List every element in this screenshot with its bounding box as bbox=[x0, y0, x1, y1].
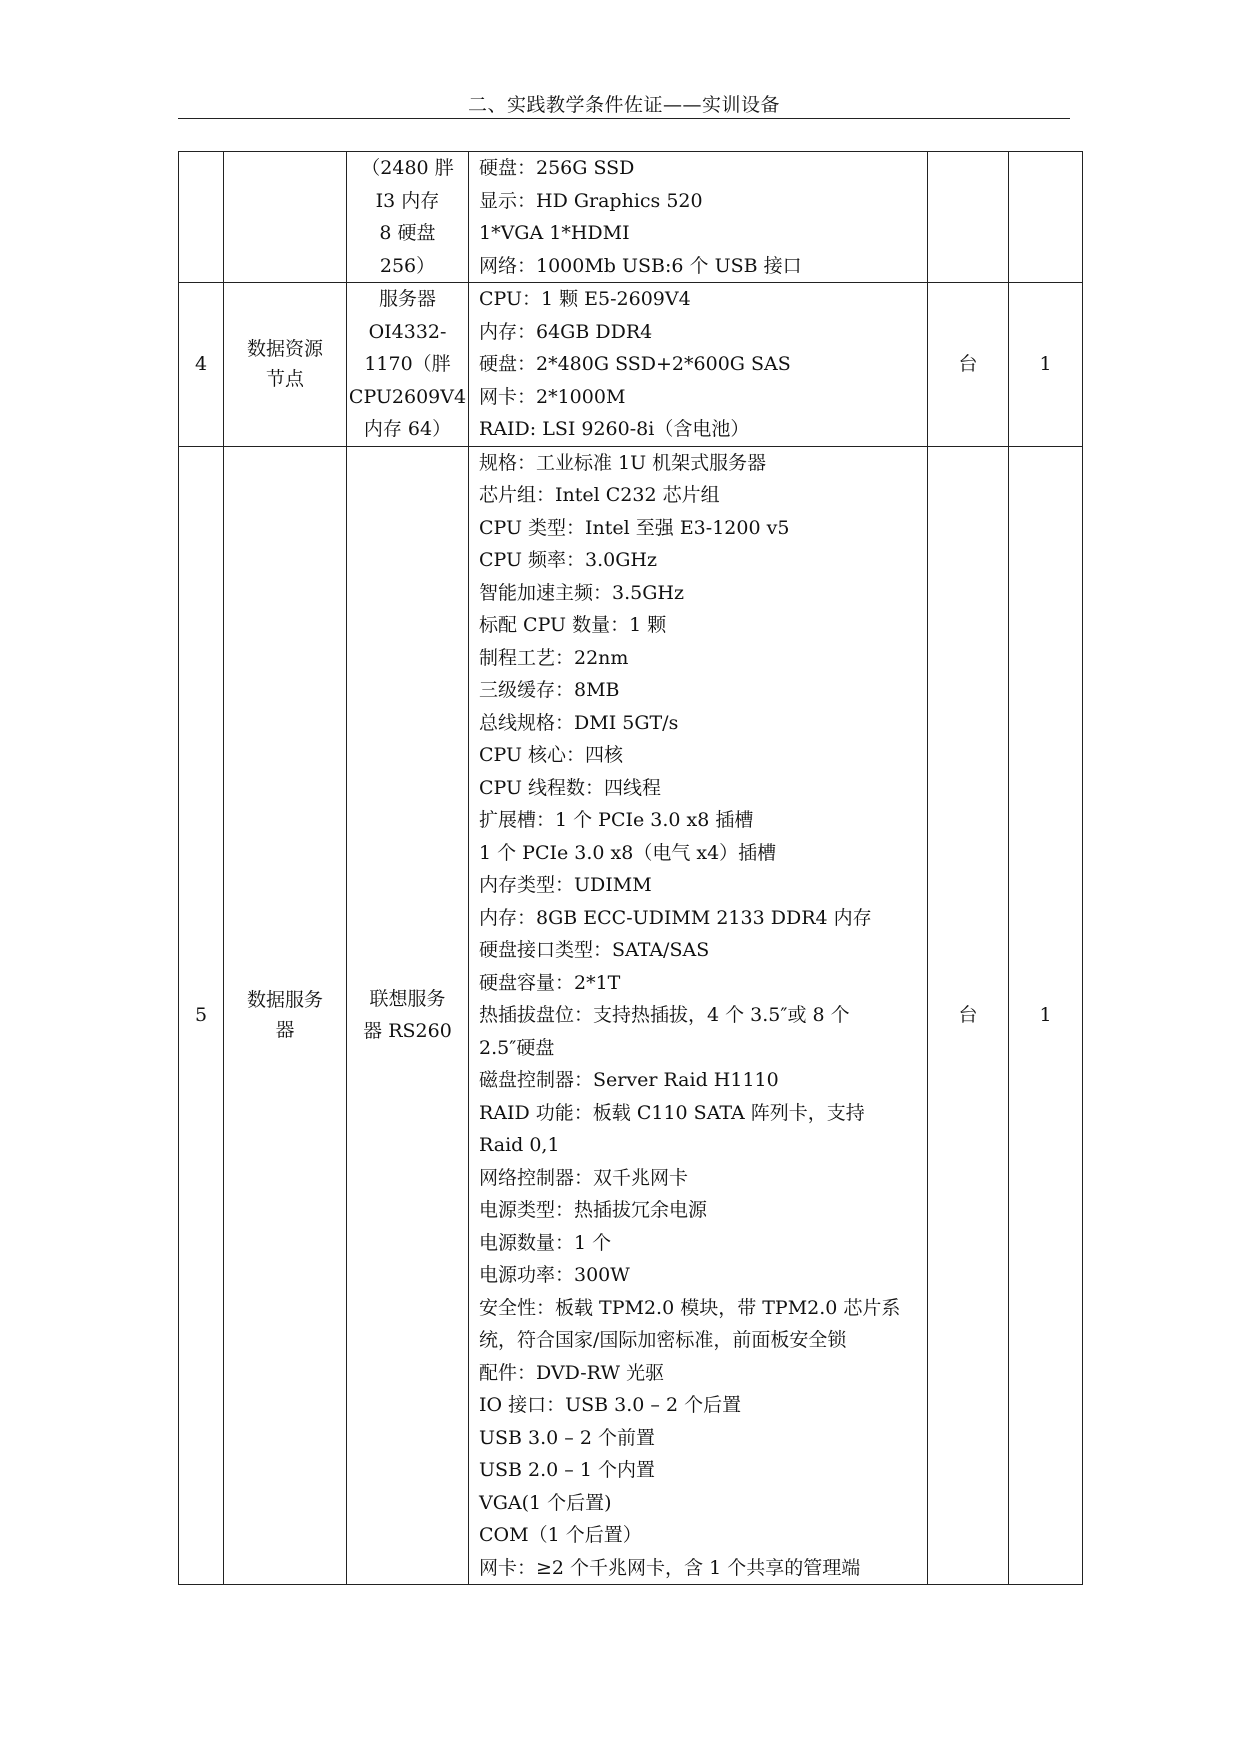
spec-line: 显示：HD Graphics 520 bbox=[479, 189, 703, 212]
equipment-name-text: 数据资源节点 bbox=[246, 337, 323, 390]
spec-line: 统，符合国家/国际加密标准，前面板安全锁 bbox=[479, 1329, 847, 1351]
spec-line: RAID 功能：板载 C110 SATA 阵列卡，支持 bbox=[479, 1101, 865, 1124]
spec-line: CPU 频率：3.0GHz bbox=[479, 549, 658, 571]
spec-line: 扩展槽：1 个 PCIe 3.0 x8 插槽 bbox=[479, 809, 754, 831]
cell-specifications bbox=[469, 446, 928, 1585]
table-row bbox=[179, 152, 1083, 283]
spec-line: 配件：DVD-RW 光驱 bbox=[479, 1361, 665, 1384]
model-line: 服务器 bbox=[378, 288, 436, 310]
cell-quantity bbox=[1009, 152, 1083, 283]
equipment-name-text: 数据服务器 bbox=[246, 988, 323, 1041]
cell-model bbox=[347, 283, 469, 447]
spec-line: CPU 核心：四核 bbox=[479, 744, 624, 766]
spec-line: 总线规格：DMI 5GT/s bbox=[479, 711, 679, 734]
spec-line: 网络：1000Mb USB:6 个 USB 接口 bbox=[479, 254, 802, 277]
spec-line: 热插拔盘位：支持热插拔，4 个 3.5″或 8 个 bbox=[479, 1004, 850, 1026]
spec-line: CPU 类型：Intel 至强 E3-1200 v5 bbox=[479, 516, 790, 539]
spec-line: USB 3.0 – 2 个前置 bbox=[479, 1426, 655, 1449]
spec-line: CPU：1 颗 E5-2609V4 bbox=[479, 288, 691, 310]
cell-model bbox=[347, 446, 469, 1585]
model-line: I3 内存 bbox=[375, 189, 440, 212]
spec-line: 内存类型：UDIMM bbox=[479, 874, 652, 896]
spec-line: 安全性：板载 TPM2.0 模块，带 TPM2.0 芯片系 bbox=[479, 1296, 901, 1319]
spec-line: 2.5″硬盘 bbox=[479, 1036, 555, 1059]
spec-line: 1*VGA 1*HDMI bbox=[479, 222, 630, 244]
cell-specifications bbox=[469, 152, 928, 283]
spec-line: 内存：8GB ECC-UDIMM 2133 DDR4 内存 bbox=[479, 906, 872, 929]
spec-line: VGA(1 个后置) bbox=[479, 1491, 612, 1514]
page-header-title: 二、实践教学条件佐证——实训设备 bbox=[467, 94, 780, 116]
spec-line: 智能加速主频：3.5GHz bbox=[479, 581, 684, 604]
table-body bbox=[179, 152, 1083, 1585]
spec-line: USB 2.0 – 1 个内置 bbox=[479, 1459, 655, 1481]
cell-item-number: 4 bbox=[179, 283, 224, 447]
spec-line: 电源数量：1 个 bbox=[479, 1231, 612, 1254]
spec-line: 网络控制器：双千兆网卡 bbox=[479, 1166, 689, 1189]
cell-model bbox=[347, 152, 469, 283]
model-line: 1170（胖 bbox=[364, 353, 451, 375]
spec-line: 三级缓存：8MB bbox=[479, 679, 620, 701]
spec-line: 内存：64GB DDR4 bbox=[479, 320, 653, 343]
model-line: 器 RS260 bbox=[363, 1020, 452, 1043]
model-line: 联想服务 bbox=[369, 987, 446, 1010]
spec-line: 网卡：2*1000M bbox=[479, 385, 626, 408]
cell-specifications bbox=[469, 283, 928, 447]
cell-item-number: 5 bbox=[179, 446, 224, 1585]
table-row bbox=[179, 446, 1083, 1585]
cell-unit: 台 bbox=[928, 283, 1009, 447]
spec-line: RAID: LSI 9260-8i（含电池） bbox=[479, 418, 750, 440]
spec-line: 电源功率：300W bbox=[479, 1264, 630, 1286]
spec-line: IO 接口：USB 3.0 – 2 个后置 bbox=[479, 1394, 742, 1416]
spec-line: 1 个 PCIe 3.0 x8（电气 x4）插槽 bbox=[479, 841, 777, 864]
spec-line: 硬盘接口类型：SATA/SAS bbox=[479, 939, 710, 961]
spec-line: 硬盘：256G SSD bbox=[479, 157, 635, 179]
model-line: CPU2609V4 bbox=[348, 385, 467, 408]
header-divider bbox=[178, 118, 1070, 119]
spec-line: COM（1 个后置） bbox=[479, 1524, 642, 1546]
model-line: 256） bbox=[379, 254, 436, 277]
cell-item-number bbox=[179, 152, 224, 283]
cell-unit bbox=[928, 152, 1009, 283]
spec-line: Raid 0,1 bbox=[479, 1134, 560, 1156]
cell-equipment-name bbox=[224, 152, 347, 283]
model-line: 内存 64） bbox=[363, 418, 452, 440]
equipment-spec-table bbox=[178, 151, 1083, 1585]
cell-equipment-name bbox=[224, 446, 347, 1585]
model-line: OI4332- bbox=[368, 320, 447, 343]
spec-line: 标配 CPU 数量：1 颗 bbox=[479, 614, 667, 636]
spec-line: 硬盘容量：2*1T bbox=[479, 971, 621, 994]
spec-line: 网卡：≥2 个千兆网卡，含 1 个共享的管理端 bbox=[479, 1556, 861, 1579]
cell-equipment-name bbox=[224, 283, 347, 447]
spec-line: 电源类型：热插拔冗余电源 bbox=[479, 1199, 708, 1221]
spec-line: 磁盘控制器：Server Raid H1110 bbox=[479, 1069, 779, 1091]
spec-line: 芯片组：Intel C232 芯片组 bbox=[479, 484, 720, 506]
spec-line: 制程工艺：22nm bbox=[479, 646, 629, 669]
model-line: （2480 胖 bbox=[361, 157, 454, 179]
spec-line: 规格：工业标准 1U 机架式服务器 bbox=[479, 451, 767, 474]
cell-quantity: 1 bbox=[1009, 446, 1083, 1585]
model-line: 8 硬盘 bbox=[379, 222, 436, 244]
cell-unit: 台 bbox=[928, 446, 1009, 1585]
spec-line: 硬盘：2*480G SSD+2*600G SAS bbox=[479, 353, 791, 375]
spec-line: CPU 线程数：四线程 bbox=[479, 776, 662, 799]
table-row bbox=[179, 283, 1083, 447]
cell-quantity: 1 bbox=[1009, 283, 1083, 447]
